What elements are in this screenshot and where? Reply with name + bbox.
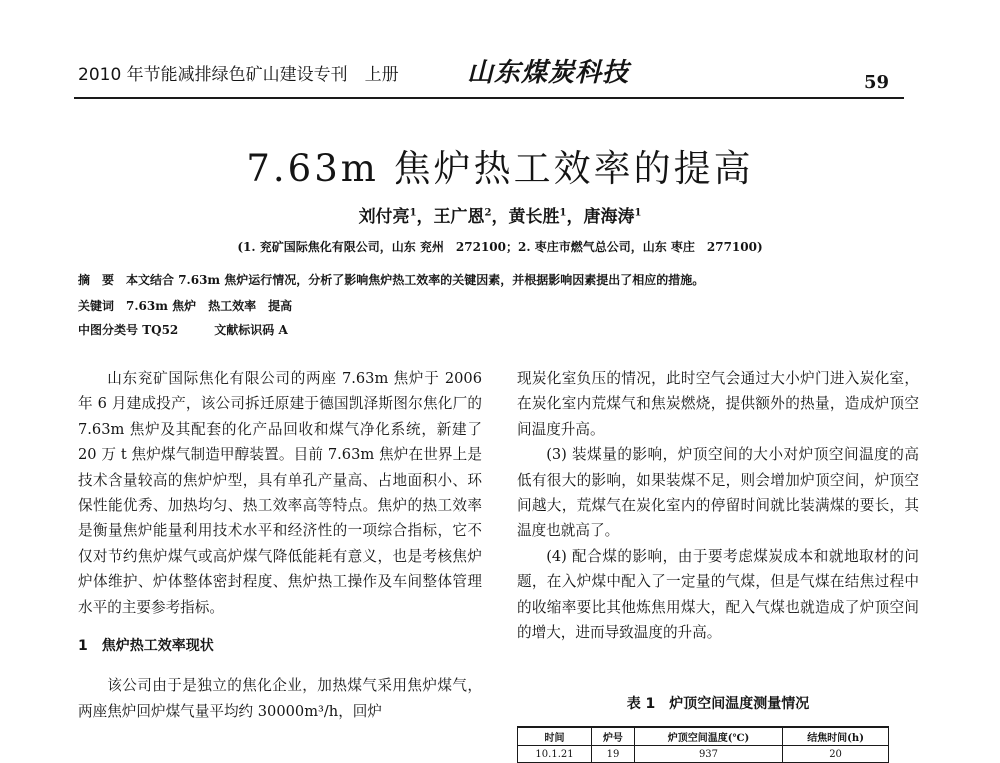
author-name: 王广恩 xyxy=(433,207,485,227)
table-cell: 20 xyxy=(783,746,889,763)
affiliation: (1. 兖矿国际焦化有限公司，山东 兖州 272100；2. 枣庄市燃气总公司，山东 枣庄 277100) xyxy=(237,240,763,254)
table-cell: 937 xyxy=(634,746,782,763)
body-paragraph: 现炭化室负压的情况，此时空气会通过大小炉门进入炭化室，在炭化室内荒煤气和焦炭燃烧，提供额外的热量，造成炉顶空间温度升高。 xyxy=(517,370,919,438)
clc-label: 中图分类号 xyxy=(78,323,139,337)
clc-value: TQ52 xyxy=(142,323,179,337)
body-paragraph: 山东兖矿国际焦化有限公司的两座 7.63m 焦炉于 2006 年 6 月建成投产，该公司拆迁原建于德国凯泽斯图尔焦化厂的 7.63m 焦炉及其配套的化产品回收和煤气净化系统，新建了 20 万 t 焦炉煤气制造甲醇装置。目前 7.63m 焦炉在世界上是技术含量较高的焦炉炉型，具有单孔产量高、占地面积小、环保性能优秀、加热均匀、热工效率高等特点。焦炉的热工效率是衡量焦炉能量利用技术水平和经济性的一项综合指标，它不仅对节约焦炉煤气或高炉煤气降低能耗有意义，也是考核焦炉炉体维护、炉体整体密封程度、焦炉热工操作及车间整体管理水平的主要参考指标。 xyxy=(78,370,482,616)
section-heading: 1 焦炉热工效率现状 xyxy=(78,638,214,655)
doc-code-label: 文献标识码 xyxy=(214,323,275,337)
table-header-row xyxy=(518,727,889,746)
abstract xyxy=(78,271,704,288)
left-column xyxy=(78,366,482,724)
author-name: 黄长胜 xyxy=(508,207,560,227)
table-cell: 10.1.21 xyxy=(518,746,592,763)
body-paragraph: 该公司由于是独立的焦化企业，加热煤气采用焦炉煤气，两座焦炉回炉煤气量平均约 30000m³/h，回炉 xyxy=(78,677,482,720)
table-header-cell: 炉顶空间温度(℃) xyxy=(634,727,782,746)
author-affil-marker: 1 xyxy=(409,207,417,219)
table-caption: 表 1 炉顶空间温度测量情况 xyxy=(626,696,810,712)
author-affil-marker: 1 xyxy=(634,207,642,219)
body-paragraph: (3) 装煤量的影响，炉顶空间的大小对炉顶空间温度的高低有很大的影响，如果装煤不足，则会增加炉顶空间，炉顶空间越大，荒煤气在炭化室内的停留时间就比装满煤的要长，其温度也就高了。 xyxy=(517,446,919,540)
table-header-cell: 结焦时间(h) xyxy=(783,727,889,746)
author-affil-marker: 1 xyxy=(559,207,567,219)
table-header-cell: 炉号 xyxy=(592,727,635,746)
classification-line xyxy=(78,321,288,338)
paper-title: 7.63m 焦炉热工效率的提高 xyxy=(246,147,754,190)
header-rule xyxy=(74,97,904,99)
keywords-text: 7.63m 焦炉 热工效率 提高 xyxy=(126,299,293,313)
table-header-cell: 时间 xyxy=(518,727,592,746)
journal-brand-logo: 山东煤炭科技 xyxy=(467,58,630,88)
author-name: 刘付亮 xyxy=(358,207,410,227)
doc-code-value: A xyxy=(278,323,288,337)
body-paragraph: (4) 配合煤的影响，由于要考虑煤炭成本和就地取材的问题，在入炉煤中配入了一定量的气煤，但是气煤在结焦过程中的收缩率要比其他炼焦用煤大，配入气煤也就造成了炉顶空间的增大，进而导致温度的升高。 xyxy=(517,547,919,642)
author-list: 刘付亮$^1$，王广恩$^2$，黄长胜$^1$，唐海涛$^1$ xyxy=(358,207,642,227)
author-name: 唐海涛 xyxy=(583,207,635,227)
abstract-text: 本文结合 7.63m 焦炉运行情况，分析了影响焦炉热工效率的关键因素，并根据影响因素提出了相应的措施。 xyxy=(126,273,705,287)
temperature-table xyxy=(517,726,889,763)
journal-header: 2010 年节能减排绿色矿山建设专刊 上册 xyxy=(78,65,399,85)
right-column xyxy=(517,366,919,645)
page-number: 59 xyxy=(864,72,890,93)
table-cell: 19 xyxy=(592,746,635,763)
keywords-label: 关键词 xyxy=(78,299,115,313)
abstract-label: 摘 要 xyxy=(78,273,115,287)
author-affil-marker: 2 xyxy=(484,207,492,219)
keywords xyxy=(78,297,292,314)
